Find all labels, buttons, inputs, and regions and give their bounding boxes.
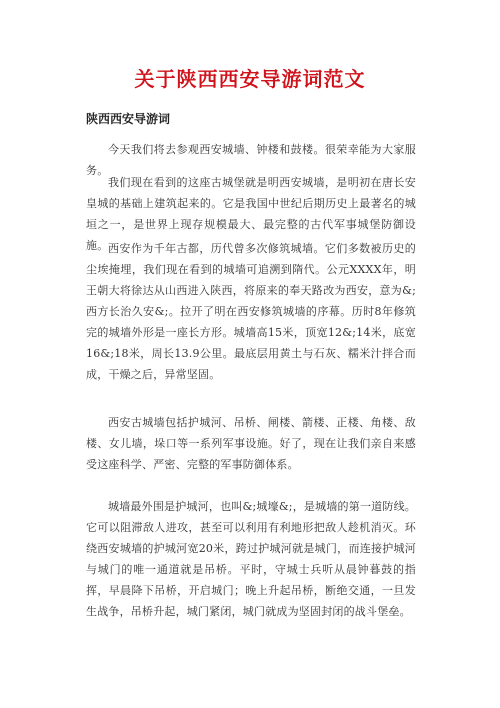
document-title: 关于陕西西安导游词范文 (134, 67, 366, 91)
section-heading: 陕西西安导游词 (86, 112, 171, 126)
paragraph-3: 西安作为千年古都，历代曾多次修筑城墙。它们多数被历史的尘埃掩埋，我们现在看到的城墙可追溯到隋代。公元XXXX年，明王朝大将徐达从山西进入陕西，将原来的奉天路改为西安，意为&;西方长治久安&;。拉开了明在西安修筑城墙的序幕。历时8年修筑完的城墙外形是一座长方形。城墙高15米，顶宽12&;14米，底宽16&;18米，周长13.9公里。最底层用黄土与石灰、糯米汁拌合而成，干燥之后，异常坚固。 (86, 242, 416, 381)
paragraph-4: 西安古城墙包括护城河、吊桥、闸楼、箭楼、正楼、角楼、敌楼、女儿墙，垛口等一系列军事设施。好了，现在让我们亲自来感受这座科学、严密、完整的军事防御体系。 (86, 416, 416, 471)
paragraph-5: 城墙最外围是护城河，也叫&;城壕&;，是城墙的第一道防线。它可以阻滞敌人进攻，甚至可以利用有利地形把敌人趁机消灭。环绕西安城墙的护城河宽20米，跨过护城河就是城门，而连接护城河与城门的唯一通道就是吊桥。平时，守城士兵听从晨钟暮鼓的指挥，早晨降下吊桥，开启城门；晚上升起吊桥，断绝交通，一旦发生战争，吊桥升起，城门紧闭，城门就成为坚固封闭的战斗堡垒。 (86, 500, 416, 618)
paragraph-2: 我们现在看到的这座古城堡就是明西安城墙，是明初在唐长安皇城的基础上建筑起来的。它是我国中世纪后期历史上最著名的城垣之一，是世界上现存规模最大、最完整的古代军事城堡防御设施。 (86, 176, 416, 252)
paragraph-1: 今天我们将去参观西安城墙、钟楼和鼓楼。很荣幸能为大家服务。 (86, 143, 416, 177)
